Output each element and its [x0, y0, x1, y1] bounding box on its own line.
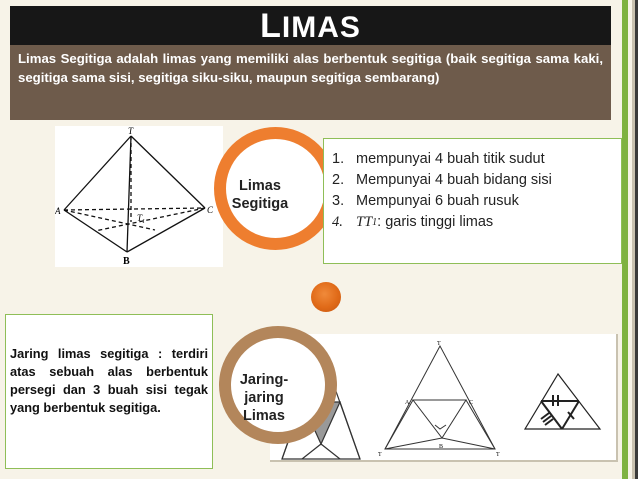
label-foot: $T_1$ [137, 213, 146, 225]
net-label-top: T [437, 341, 441, 347]
orb-connector [311, 282, 341, 312]
list-item: 1. mempunyai 4 buah titik sudut [332, 151, 545, 167]
node-jaring-jaring-limas-label: Jaring- jaring Limas [239, 372, 289, 424]
label-apex: T [128, 126, 134, 136]
net-label-c: C [469, 400, 474, 406]
list-item: 4. TT 1 : garis tinggi limas [332, 214, 494, 230]
net-label-a: A [405, 400, 410, 406]
list-item: 3. Mempunyai 6 buah rusuk [332, 193, 519, 209]
page-title: LIMAS [260, 7, 361, 45]
node-limas-segitiga-label: Limas Segitiga [231, 178, 289, 212]
title-bar [10, 6, 611, 46]
net-description-box [5, 314, 213, 469]
intro-text: Limas Segitiga adalah limas yang memiliki alas berbentuk segitiga (baik segitiga sama kaki, segitiga sama sisi, segitiga siku-siku, maupun segitiga sembarang) [18, 51, 603, 85]
list-item: 2. Mempunyai 4 buah bidang sisi [332, 172, 552, 188]
label-a: A [55, 206, 61, 216]
net-label-bl: T [378, 452, 382, 458]
edge-ac [64, 208, 205, 210]
label-c: C [207, 205, 214, 215]
median-c [95, 208, 205, 231]
edge-ab [64, 210, 127, 252]
accent-rail-green [622, 0, 628, 479]
intro-text-box [10, 45, 611, 120]
net-diagram-2 [385, 346, 495, 449]
pyramid-figure [55, 126, 223, 267]
net-label-b: B [439, 444, 444, 450]
properties-list [323, 138, 622, 264]
net-diagram-3 [525, 374, 600, 429]
edge-tc [131, 136, 205, 208]
edge-ta [64, 136, 131, 210]
net-label-br: T [496, 452, 500, 458]
label-b: B [123, 256, 130, 267]
net-description-text: Jaring limas segitiga : terdiri atas sebuah alas berbentuk persegi dan 3 buah sisi tegak yang berbentuk segitiga. [10, 346, 208, 415]
